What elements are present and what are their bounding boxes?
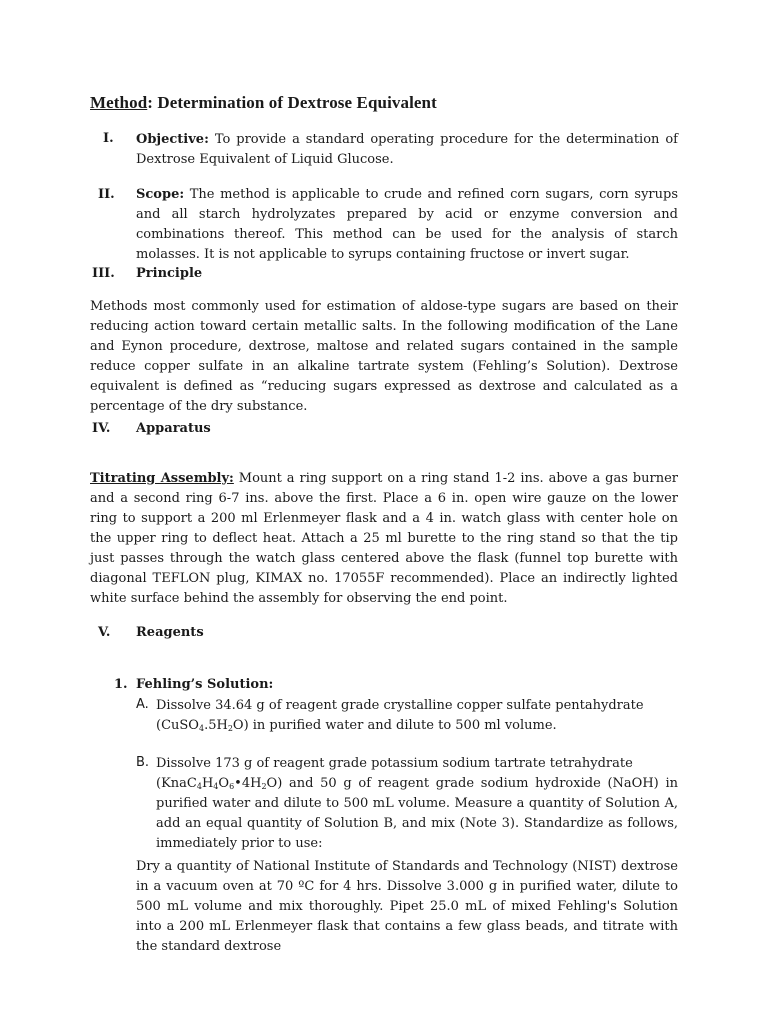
solution-b-text-4: O: [218, 776, 230, 791]
solution-b-sub-2: 4: [213, 782, 219, 791]
solution-b-text-2: (KnaC: [156, 776, 197, 791]
objective-number: I.: [103, 131, 114, 146]
solution-b-text-3: H: [201, 776, 214, 791]
fehlings-solution-heading: Fehling’s Solution:: [136, 677, 274, 692]
solution-a-text-2: (CuSO: [156, 718, 199, 733]
solution-b-text-1: Dissolve 173 g of reagent grade potassium sodium tartrate tetrahydrate: [156, 756, 633, 771]
solution-b-label: B.: [136, 755, 150, 770]
solution-a-text-1: Dissolve 34.64 g of reagent grade crystalline copper sulfate pentahydrate: [156, 698, 644, 713]
titrating-assembly-label: Titrating Assembly:: [90, 471, 234, 486]
reagent-item-number: 1.: [114, 677, 128, 692]
solution-b-sub-4: 2: [261, 782, 267, 791]
solution-b-text-5: •4H: [234, 776, 262, 791]
solution-b-sub-3: 6: [229, 782, 235, 791]
page-title: [90, 93, 437, 113]
principle-paragraph: Methods most commonly used for estimation of aldose-type sugars are based on their reducing action toward certain metallic salts. In the following modification of the Lane and Eynon procedure, dextrose, maltose and related sugars contained in the sample reduce copper sulfate in an alkaline tartrate system (Fehling’s Solution). Dextrose equivalent is defined as “reducing sugars expressed as dextrose and calculated as a percentage of the dry substance.: [90, 299, 678, 414]
dextrose-standardization-paragraph: Dry a quantity of National Institute of Standards and Technology (NIST) dextrose in a vacuum oven at 70 ºC for 4 hrs. Dissolve 3.000 g in purified water, dilute to 500 mL volume and mix thoroughly. Pipet 25.0 mL of mixed Fehling's Solution into a 200 mL Erlenmeyer flask that contains a few glass beads, and titrate with the standard dextrose: [136, 859, 678, 954]
scope-number: II.: [98, 187, 115, 202]
solution-b-paragraph: [156, 754, 678, 854]
titrating-assembly-text: Mount a ring support on a ring stand 1-2 ins. above a gas burner and a second ring 6-7 ins. above the first. Place a 6 in. open wire gauze on the lower ring to support a 200 ml Erlenmeyer flask and a 4 in. watch glass with center hole on the upper ring to deflect heat. Attach a 25 ml burette to the ring stand so that the tip just passes through the watch glass centered above the flask (funnel top burette with diagonal TEFLON plug, KIMAX no. 17055F recommended). Place an indirectly lighted white surface behind the assembly for observing the end point.: [90, 471, 678, 606]
solution-a-sub-1: 4: [198, 724, 205, 733]
solution-a-sub-2: 2: [227, 724, 233, 733]
principle-heading: Principle: [136, 266, 203, 281]
scope-label: Scope:: [136, 187, 185, 202]
objective-text: To provide a standard operating procedure for the determination of Dextrose Equivalent of Liquid Glucose.: [136, 132, 678, 167]
reagents-heading: Reagents: [136, 625, 204, 640]
solution-a-paragraph: [156, 696, 678, 736]
solution-b-text-6: O) and 50 g of reagent grade sodium hydroxide (NaOH) in purified water and dilute to 500 mL volume. Measure a quantity of Solution A, add an equal quantity of Solution B, and mix (Note 3). Standardize as follows, immediately prior to use:: [156, 776, 678, 851]
apparatus-number: IV.: [92, 421, 111, 436]
principle-number: III.: [92, 266, 115, 281]
solution-b-sub-1: 4: [196, 782, 202, 791]
apparatus-paragraph: [90, 469, 678, 609]
title-rest: : Determination of Dextrose Equivalent: [147, 93, 437, 112]
objective-label: Objective:: [136, 132, 209, 147]
solution-a-label: A.: [136, 697, 149, 712]
scope-text: The method is applicable to crude and refined corn sugars, corn syrups and all starch hydrolyzates prepared by acid or enzyme conversion and combinations thereof. This method can be used for the analysis of starch molasses. It is not applicable to syrups containing fructose or invert sugar.: [136, 187, 678, 262]
solution-a-text-3: .5H: [204, 718, 228, 733]
title-label: Method: [90, 93, 148, 112]
apparatus-heading: Apparatus: [136, 421, 211, 436]
solution-a-text-4: O) in purified water and dilute to 500 ml volume.: [232, 718, 557, 733]
scope-paragraph: [136, 185, 678, 265]
reagents-number: V.: [98, 625, 111, 640]
objective-paragraph: [136, 130, 678, 170]
